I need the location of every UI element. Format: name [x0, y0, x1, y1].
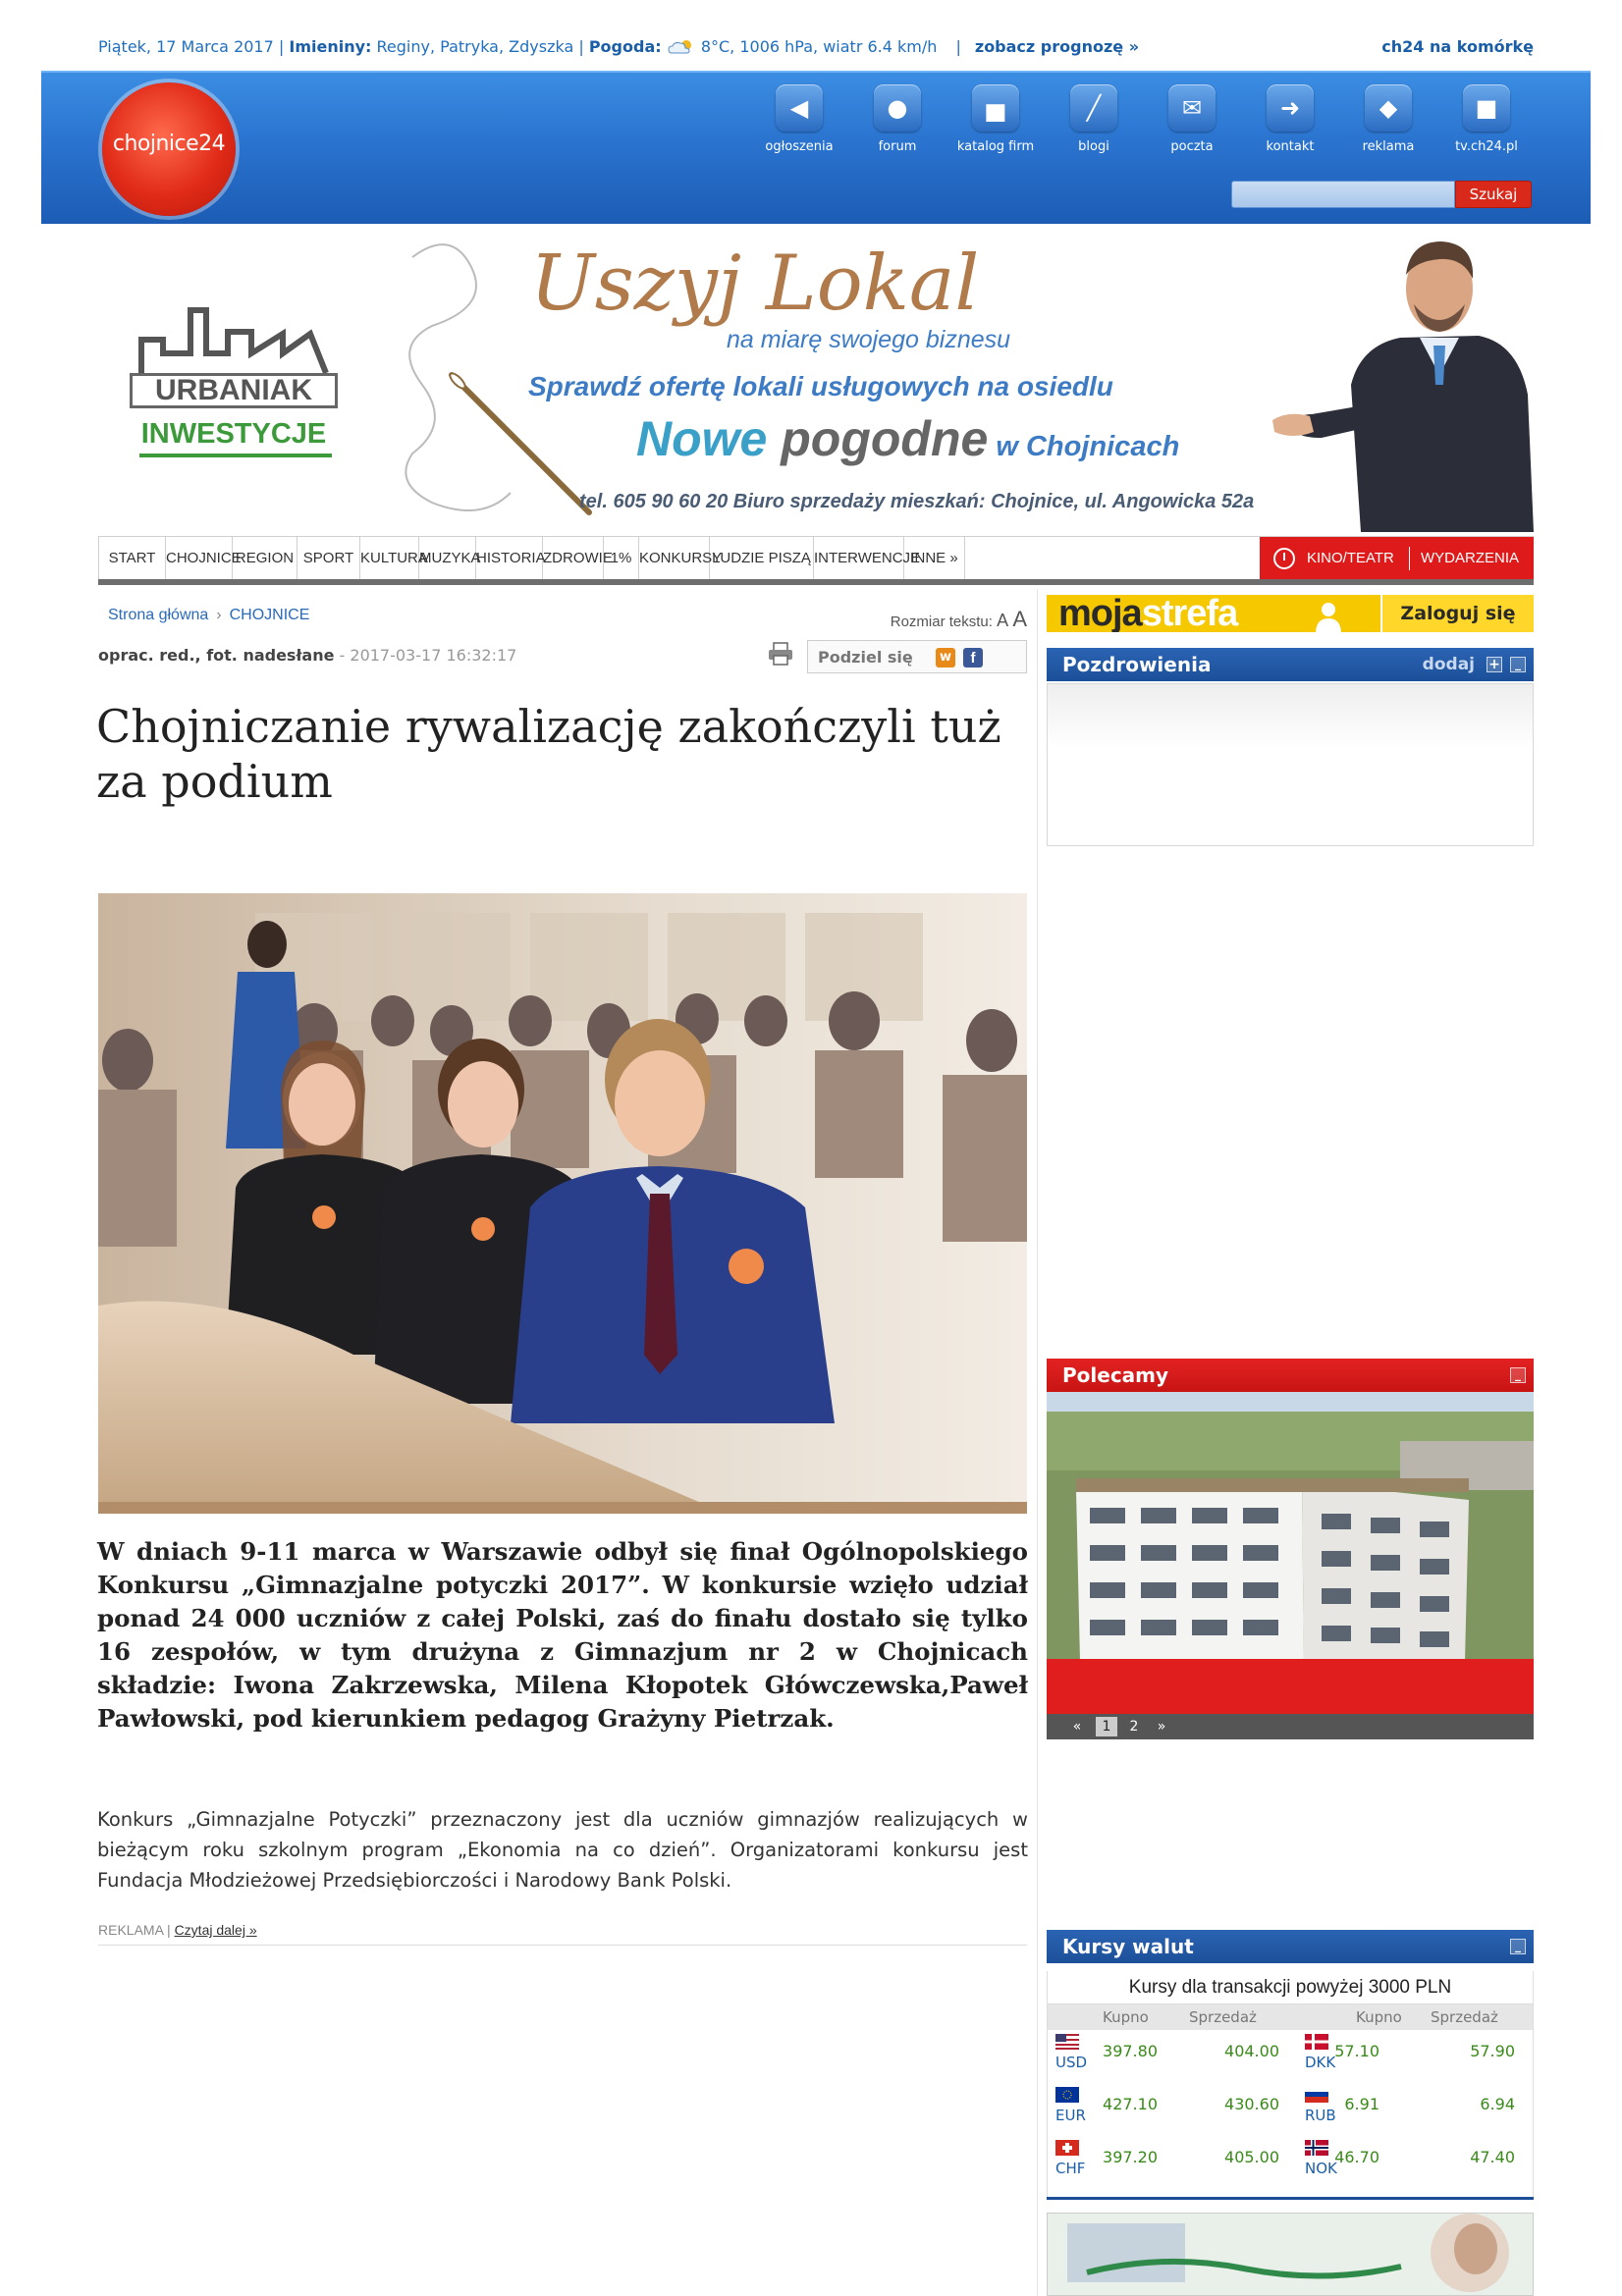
currency-code: DKK: [1305, 2054, 1336, 2071]
recommend-title: Polecamy: [1062, 1363, 1169, 1387]
header-nav-item[interactable]: [1437, 84, 1536, 154]
pager-page-2[interactable]: 2: [1129, 1719, 1139, 1735]
currency-sell: 404.00: [1224, 2042, 1279, 2060]
pager-prev[interactable]: «: [1072, 1719, 1082, 1735]
currency-header: [1047, 1930, 1534, 1963]
company-name: URBANIAK: [130, 373, 338, 408]
banner-headline-sub: na miarę swojego biznesu: [727, 326, 1011, 353]
names-day: Reginy, Patryka, Zdyszka: [371, 37, 574, 56]
currency-sell: 57.90: [1470, 2042, 1515, 2060]
greetings-title: Pozdrowienia: [1062, 653, 1212, 676]
header-nav-item[interactable]: [1339, 84, 1437, 154]
students-photo-illustration: [98, 893, 1027, 1514]
article-lead: W dniach 9-11 marca w Warszawie odbył się finał Ogólnopolskiego Konkursu „Gimnazjalne potyczki 2017”. W konkursie wzięło udział ponad 24 000 uczniów z całej Polski, zaś do finału dostało się tylko 16 zespołów, w tym drużyna z Gimnazjum nr 2 w Chojnicach składzie: Iwona Zakrzewska, Milena Kłopotek Główczewska,Paweł Pawłowski, pod kierunkiem pedagog Grażyny Pietrzak.: [97, 1537, 1028, 1733]
header-nav-label: blogi: [1078, 139, 1109, 154]
currency-title: Kursy walut: [1062, 1935, 1194, 1958]
font-larger-button[interactable]: A: [1012, 607, 1027, 631]
menu-bottom-rule: [98, 579, 1534, 585]
header-nav: [750, 84, 1555, 153]
menu-item[interactable]: KULTURA: [360, 537, 419, 580]
forecast-link[interactable]: zobacz prognozę »: [974, 37, 1140, 56]
currency-sell: 47.40: [1470, 2148, 1515, 2166]
menu-item[interactable]: LUDZIE PISZĄ: [710, 537, 814, 580]
currency-buy: 427.10: [1103, 2095, 1158, 2113]
weather-label: Pogoda:: [588, 37, 662, 56]
menu-item-wydarzenia[interactable]: WYDARZENIA: [1421, 550, 1520, 566]
weather-value: 8°C, 1006 hPa, wiatr 6.4 km/h: [700, 37, 938, 56]
share-label: Podziel się: [818, 648, 913, 667]
currency-table: [1047, 2004, 1534, 2199]
ad-footer: REKLAMA | Czytaj dalej »: [98, 1922, 1027, 1946]
ad-banner[interactable]: [98, 228, 1534, 532]
currency-code: USD: [1055, 2054, 1088, 2071]
currency-row: [1048, 2087, 1533, 2140]
recommend-header: [1047, 1359, 1534, 1392]
recommend-pager: [1047, 1714, 1534, 1739]
arrow-icon: ➜: [1267, 84, 1314, 132]
currency-row: [1048, 2140, 1533, 2193]
menu-events: [1260, 537, 1534, 580]
menu-item[interactable]: KONKURSY: [639, 537, 710, 580]
article-date: - 2017-03-17 16:32:17: [334, 646, 517, 665]
header-nav-label: poczta: [1170, 139, 1214, 154]
menu-item[interactable]: REGION: [233, 537, 297, 580]
names-day-label: Imieniny:: [289, 37, 372, 56]
breadcrumb: Strona główna › CHOJNICE Rozmiar tekstu: A A: [108, 607, 1027, 631]
currency-subtitle: Kursy dla transakcji powyżej 3000 PLN: [1047, 1971, 1534, 2004]
header-nav-label: ogłoszenia: [765, 139, 834, 154]
mail-icon: ✉: [1168, 84, 1216, 132]
column-separator: [1037, 589, 1038, 2296]
bottom-thumbnail[interactable]: [1047, 2213, 1534, 2296]
thumbnail-illustration: [1048, 2214, 1534, 2296]
header-nav-item[interactable]: [848, 84, 946, 154]
print-icon[interactable]: [768, 642, 793, 666]
recommend-caption[interactable]: [1047, 1659, 1534, 1714]
partly-cloudy-icon: [667, 38, 696, 54]
article-photo: [98, 893, 1027, 1514]
minimize-icon[interactable]: _: [1510, 1939, 1526, 1954]
megaphone-icon: ◀: [776, 84, 823, 132]
building-icon: ▅: [972, 84, 1019, 132]
current-date: Piątek, 17 Marca 2017: [98, 37, 274, 56]
businessman-illustration: [1253, 228, 1534, 532]
logo-text: chojnice24: [112, 132, 226, 156]
breadcrumb-current[interactable]: CHOJNICE: [229, 607, 310, 623]
minimize-icon[interactable]: _: [1510, 1367, 1526, 1383]
header-nav-item[interactable]: [1143, 84, 1241, 154]
breadcrumb-home[interactable]: Strona główna: [108, 607, 209, 623]
article-body: Konkurs „Gimnazjalne Potyczki” przeznaczony jest dla uczniów gimnazjów realizujących w bieżącym roku szkolnym program „Ekonomia na co dzień”. Organizatorami konkursu jest Fundacja Młodzieżowej Przedsiębiorczości i Narodowy Bank Polski.: [97, 1808, 1028, 1892]
menu-item[interactable]: SPORT: [297, 537, 360, 580]
top-info-bar: [98, 37, 1534, 63]
header-nav-item[interactable]: [1241, 84, 1339, 154]
wykop-icon[interactable]: w: [936, 648, 955, 667]
currency-code: EUR: [1055, 2107, 1086, 2124]
menu-item[interactable]: START: [99, 537, 166, 580]
currency-table-header: Kupno Sprzedaż Kupno Sprzedaż: [1048, 2004, 1533, 2030]
banner-line-2: Sprawdź ofertę lokali usługowych na osiedlu: [528, 371, 1113, 401]
menu-item[interactable]: MUZYKA: [419, 537, 476, 580]
minimize-icon[interactable]: _: [1510, 657, 1526, 672]
company-underline: [139, 454, 332, 457]
menu-item[interactable]: CHOJNICE: [166, 537, 233, 580]
top-info-left: Piątek, 17 Marca 2017 | Imieniny: Reginy, Patryka, Zdyszka | Pogoda: 8°C, 1006 hPa, wiatr 6.4 km/h | zobacz prognozę »: [98, 37, 1140, 56]
header-nav-label: tv.ch24.pl: [1455, 139, 1518, 154]
font-size-control: Rozmiar tekstu: A A: [890, 607, 1027, 631]
eur-flag-icon: [1055, 2087, 1079, 2103]
menu-item-kino-teatr[interactable]: KINO/TEATR: [1307, 550, 1394, 566]
usd-flag-icon: [1055, 2034, 1079, 2050]
menu-item[interactable]: ZDROWIE: [543, 537, 604, 580]
moja-strefa-logo: mojastrefa: [1058, 595, 1238, 632]
mobile-link[interactable]: ch24 na komórkę: [1381, 37, 1534, 56]
currency-code: NOK: [1305, 2160, 1337, 2177]
ad-label: REKLAMA: [98, 1922, 164, 1938]
currency-code: CHF: [1055, 2160, 1086, 2177]
plus-icon[interactable]: +: [1487, 657, 1502, 672]
search-input[interactable]: [1231, 181, 1455, 208]
header-nav-item[interactable]: [750, 84, 848, 154]
recommend-image[interactable]: [1047, 1392, 1534, 1677]
greetings-content: [1047, 683, 1534, 846]
font-smaller-button[interactable]: A: [997, 611, 1009, 630]
header-nav-label: kontakt: [1266, 139, 1315, 154]
menu-item[interactable]: HISTORIA: [476, 537, 543, 580]
facebook-icon[interactable]: f: [963, 648, 983, 667]
header-nav-item[interactable]: [946, 84, 1045, 154]
pager-next[interactable]: »: [1157, 1719, 1166, 1735]
currency-buy: 46.70: [1334, 2148, 1379, 2166]
banner-contact: tel. 605 90 60 20 Biuro sprzedaży mieszkań: Chojnice, ul. Angowicka 52a: [579, 491, 1255, 512]
currency-buy: 6.91: [1344, 2095, 1379, 2113]
banner-headline: Uszyj Lokal: [530, 240, 980, 328]
menu-item[interactable]: 1%: [604, 537, 639, 580]
currency-sell: 6.94: [1480, 2095, 1515, 2113]
article-title: Chojniczanie rywalizację zakończyli tuż za podium: [96, 700, 1001, 808]
tv-icon: ■: [1463, 84, 1510, 132]
greetings-add-link[interactable]: dodaj: [1422, 655, 1475, 674]
company-sub: INWESTYCJE: [140, 418, 327, 450]
pager-page-1[interactable]: 1: [1096, 1717, 1117, 1736]
menu-item[interactable]: INNE »: [904, 537, 965, 580]
greetings-header: [1047, 648, 1534, 681]
menu-item[interactable]: INTERWENCJE: [814, 537, 904, 580]
apartment-building-illustration: [1047, 1392, 1534, 1677]
site-logo[interactable]: [102, 82, 236, 216]
header-nav-label: reklama: [1362, 139, 1415, 154]
currency-sell: 405.00: [1224, 2148, 1279, 2166]
currency-buy: 397.80: [1103, 2042, 1158, 2060]
login-button[interactable]: Zaloguj się: [1380, 595, 1534, 632]
header-nav-label: forum: [878, 139, 917, 154]
article-byline: [98, 646, 516, 665]
main-menu: [98, 536, 1534, 581]
article-author: oprac. red., fot. nadesłane: [98, 646, 335, 665]
tag-icon: ◆: [1365, 84, 1412, 132]
search-button[interactable]: Szukaj: [1455, 181, 1532, 208]
read-more-link[interactable]: Czytaj dalej »: [174, 1922, 257, 1938]
header-nav-item[interactable]: [1045, 84, 1143, 154]
moja-strefa-box: [1047, 595, 1534, 632]
site-header: [41, 71, 1591, 224]
currency-footer-rule: [1047, 2197, 1534, 2200]
person-icon: [1312, 601, 1345, 632]
user-icon: ●: [874, 84, 921, 132]
banner-line-3: Nowe pogodne w Chojnicach: [636, 411, 1180, 466]
chf-flag-icon: [1055, 2140, 1079, 2156]
share-box: [807, 640, 1027, 673]
currency-buy: 397.20: [1103, 2148, 1158, 2166]
currency-sell: 430.60: [1224, 2095, 1279, 2113]
currency-row: [1048, 2034, 1533, 2087]
urbaniak-logo: [130, 304, 338, 452]
factory-icon: [137, 304, 330, 375]
header-nav-label: katalog firm: [956, 139, 1035, 154]
currency-code: RUB: [1305, 2107, 1336, 2124]
pen-icon: ╱: [1070, 84, 1117, 132]
currency-buy: 57.10: [1334, 2042, 1379, 2060]
clock-icon: [1273, 548, 1295, 569]
